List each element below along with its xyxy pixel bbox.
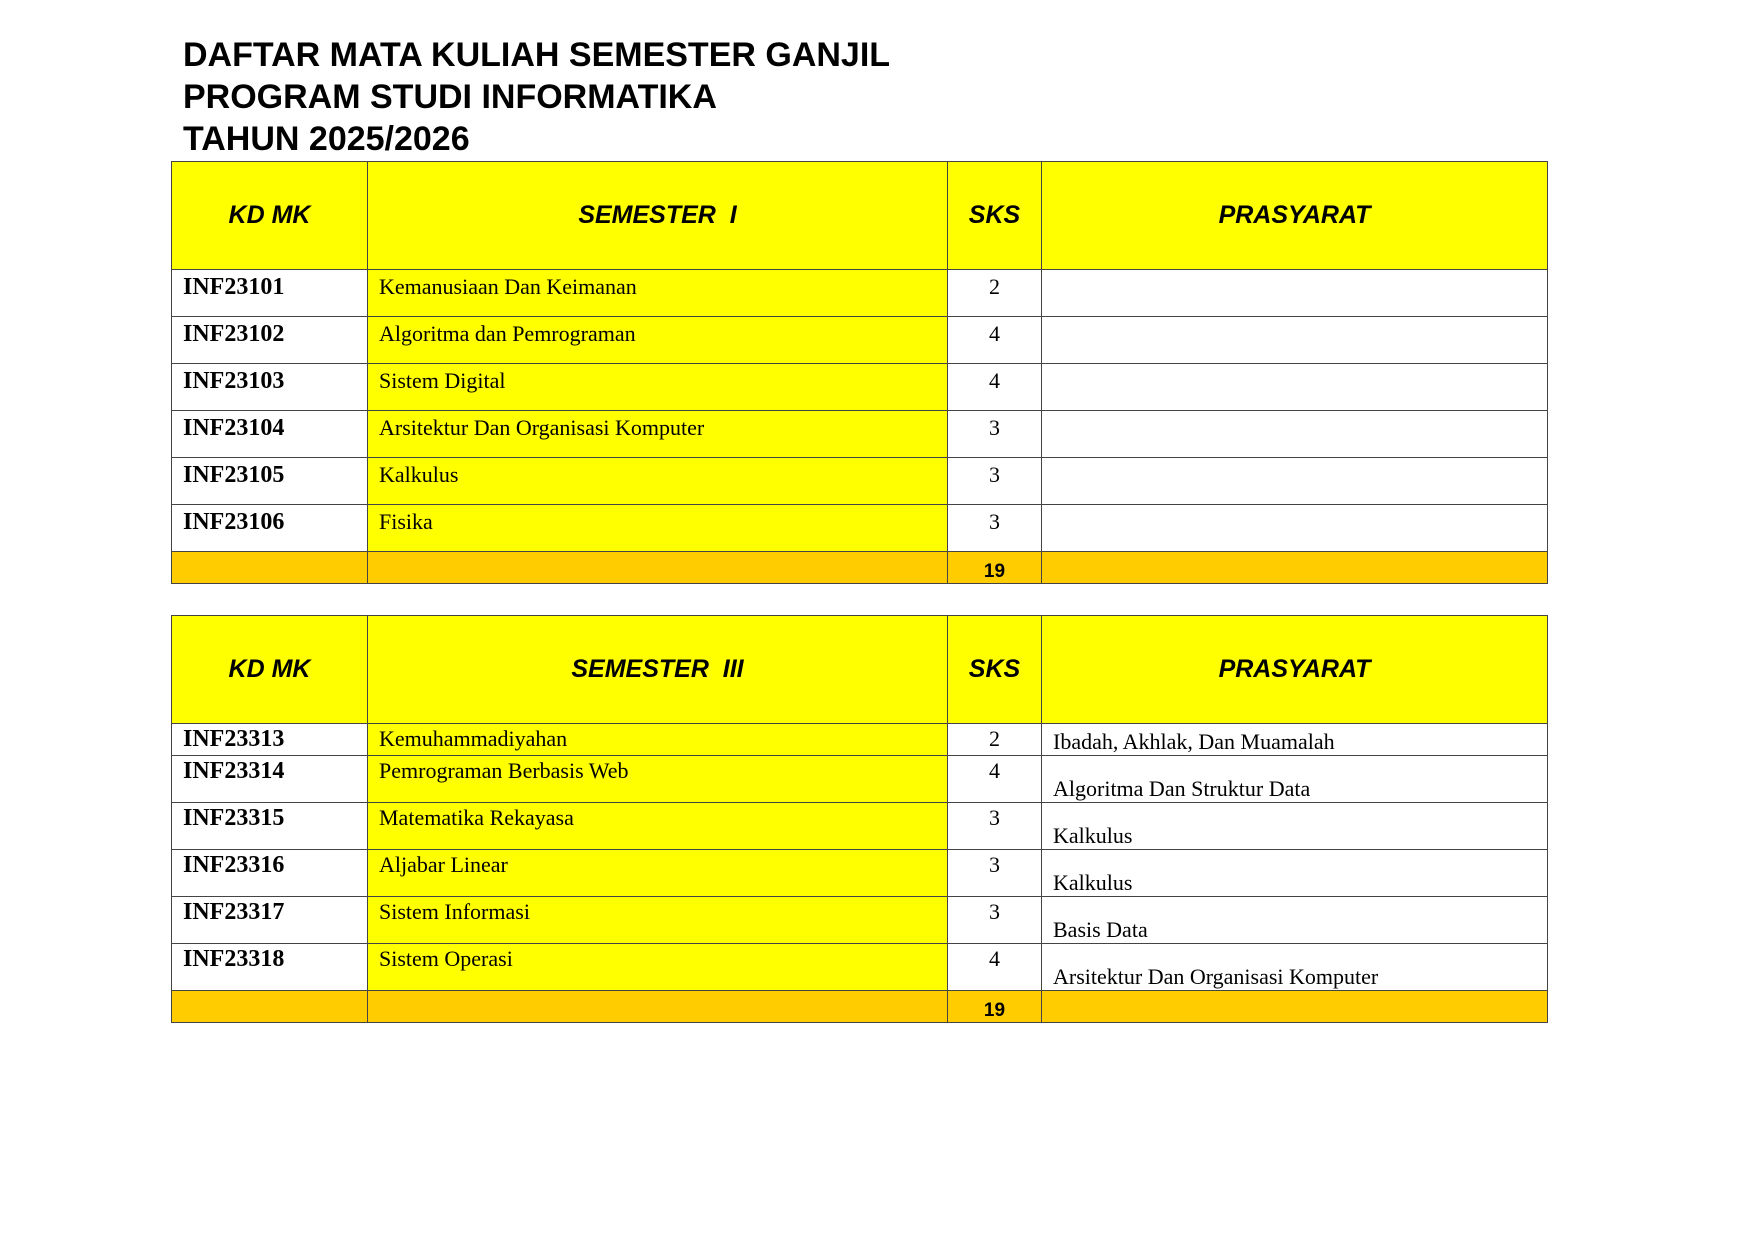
course-sks: 2 [948, 270, 1042, 317]
course-name: Arsitektur Dan Organisasi Komputer [368, 411, 948, 458]
course-prasyarat [1042, 505, 1548, 552]
course-name: Kalkulus [368, 458, 948, 505]
total-empty-cell [1042, 991, 1548, 1023]
course-prasyarat: Kalkulus [1042, 803, 1548, 850]
table-row [172, 458, 1548, 505]
table-header-row [172, 616, 1548, 724]
header-kd-mk: KD MK [172, 616, 368, 724]
header-sks: SKS [948, 616, 1042, 724]
total-empty-cell [172, 991, 368, 1023]
table-row [172, 850, 1548, 897]
course-code: INF23315 [172, 803, 368, 850]
course-sks: 4 [948, 364, 1042, 411]
course-name: Sistem Digital [368, 364, 948, 411]
course-sks: 3 [948, 505, 1042, 552]
course-code: INF23101 [172, 270, 368, 317]
course-code: INF23318 [172, 944, 368, 991]
course-sks: 3 [948, 803, 1042, 850]
semester-3-table [171, 615, 1548, 1023]
document-title [183, 34, 890, 160]
course-code: INF23105 [172, 458, 368, 505]
course-code: INF23317 [172, 897, 368, 944]
total-row [172, 991, 1548, 1023]
course-prasyarat [1042, 317, 1548, 364]
header-prasyarat: PRASYARAT [1042, 162, 1548, 270]
table-row [172, 944, 1548, 991]
course-sks: 4 [948, 756, 1042, 803]
course-code: INF23104 [172, 411, 368, 458]
table-row [172, 317, 1548, 364]
course-name: Kemuhammadiyahan [368, 724, 948, 756]
course-sks: 3 [948, 411, 1042, 458]
header-semester: SEMESTER I [368, 162, 948, 270]
course-name: Pemrograman Berbasis Web [368, 756, 948, 803]
course-name: Matematika Rekayasa [368, 803, 948, 850]
course-code: INF23313 [172, 724, 368, 756]
header-kd-mk: KD MK [172, 162, 368, 270]
course-name: Fisika [368, 505, 948, 552]
header-sks: SKS [948, 162, 1042, 270]
course-prasyarat [1042, 270, 1548, 317]
total-sks: 19 [948, 552, 1042, 584]
table-row [172, 505, 1548, 552]
course-sks: 2 [948, 724, 1042, 756]
course-name: Algoritma dan Pemrograman [368, 317, 948, 364]
course-code: INF23314 [172, 756, 368, 803]
header-prasyarat: PRASYARAT [1042, 616, 1548, 724]
table-row [172, 411, 1548, 458]
course-prasyarat [1042, 411, 1548, 458]
total-empty-cell [1042, 552, 1548, 584]
total-empty-cell [368, 991, 948, 1023]
course-name: Sistem Informasi [368, 897, 948, 944]
course-sks: 3 [948, 897, 1042, 944]
total-empty-cell [172, 552, 368, 584]
title-line-2: PROGRAM STUDI INFORMATIKA [183, 78, 717, 116]
title-line-3: TAHUN 2025/2026 [183, 120, 470, 158]
table-row [172, 724, 1548, 756]
course-prasyarat: Algoritma Dan Struktur Data [1042, 756, 1548, 803]
table-header-row [172, 162, 1548, 270]
total-row [172, 552, 1548, 584]
course-name: Sistem Operasi [368, 944, 948, 991]
course-prasyarat: Basis Data [1042, 897, 1548, 944]
course-code: INF23316 [172, 850, 368, 897]
course-sks: 4 [948, 944, 1042, 991]
semester-1-table [171, 161, 1548, 584]
course-code: INF23103 [172, 364, 368, 411]
table-row [172, 364, 1548, 411]
course-name: Aljabar Linear [368, 850, 948, 897]
course-prasyarat [1042, 364, 1548, 411]
course-name: Kemanusiaan Dan Keimanan [368, 270, 948, 317]
course-code: INF23102 [172, 317, 368, 364]
course-code: INF23106 [172, 505, 368, 552]
total-sks: 19 [948, 991, 1042, 1023]
course-prasyarat [1042, 458, 1548, 505]
course-prasyarat: Arsitektur Dan Organisasi Komputer [1042, 944, 1548, 991]
course-prasyarat: Kalkulus [1042, 850, 1548, 897]
course-prasyarat: Ibadah, Akhlak, Dan Muamalah [1042, 724, 1548, 756]
table-row [172, 897, 1548, 944]
course-sks: 3 [948, 850, 1042, 897]
total-empty-cell [368, 552, 948, 584]
course-sks: 4 [948, 317, 1042, 364]
header-semester: SEMESTER III [368, 616, 948, 724]
table-row [172, 756, 1548, 803]
table-row [172, 803, 1548, 850]
course-sks: 3 [948, 458, 1042, 505]
title-line-1: DAFTAR MATA KULIAH SEMESTER GANJIL [183, 36, 891, 74]
table-row [172, 270, 1548, 317]
